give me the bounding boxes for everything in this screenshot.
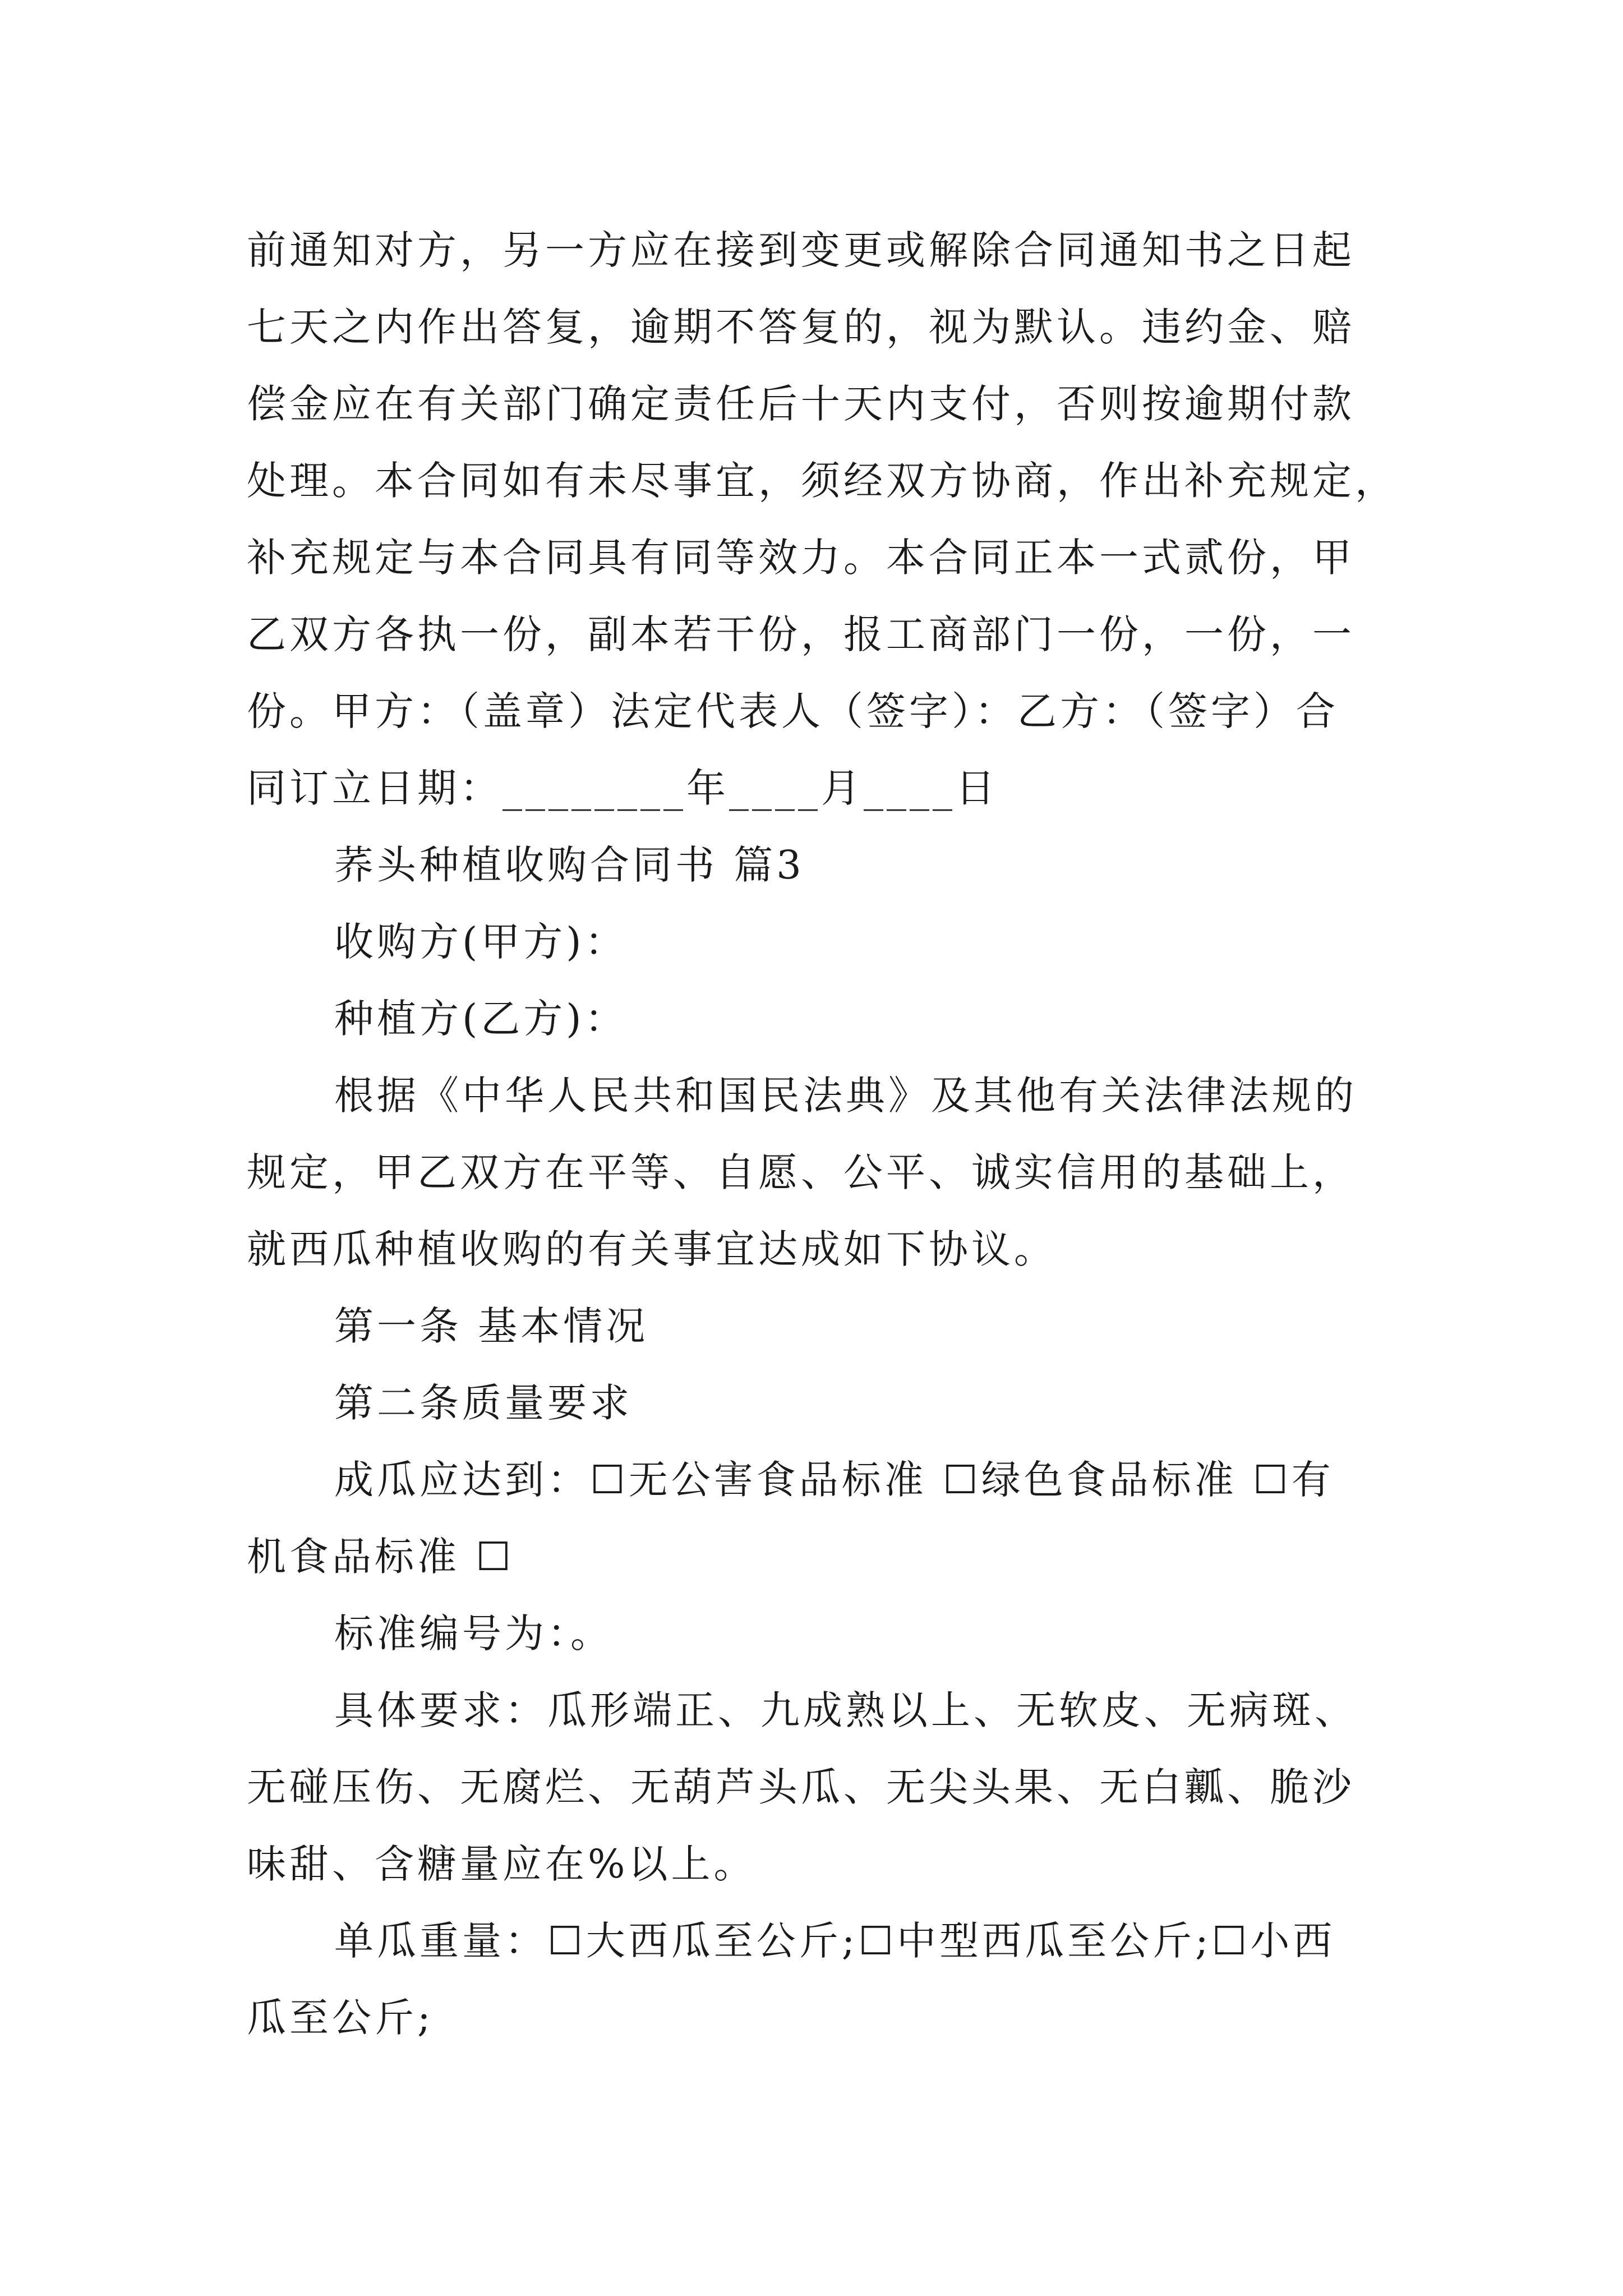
- text-line: 瓜至公斤;: [247, 1995, 434, 2041]
- text-line: 前通知对方，另一方应在接到变更或解除合同通知书之日起: [247, 227, 1355, 273]
- document-body: [247, 212, 1398, 2056]
- text-line: 标准编号为：。: [334, 1611, 613, 1657]
- text-line: 份。甲方：（盖章）法定代表人（签字）：乙方：（签字）合: [247, 688, 1339, 734]
- text-line: 规定，甲乙双方在平等、自愿、公平、诚实信用的基础上，: [247, 1149, 1355, 1195]
- text-line: 成瓜应达到：☐无公害食品标准 ☐绿色食品标准 ☐有: [334, 1457, 1334, 1503]
- text-line: 同订立日期：________年____月____日: [247, 765, 998, 811]
- text-line: 味甜、含糖量应在%以上。: [247, 1841, 757, 1887]
- text-line: 机食品标准 ☐: [247, 1534, 515, 1580]
- text-line: 单瓜重量：☐大西瓜至公斤;☐中型西瓜至公斤;☐小西: [334, 1918, 1336, 1964]
- text-line: 补充规定与本合同具有同等效力。本合同正本一式贰份，甲: [247, 535, 1355, 581]
- text-line: 七天之内作出答复，逾期不答复的，视为默认。违约金、赔: [247, 304, 1355, 350]
- article-heading: 第一条 基本情况: [334, 1303, 649, 1349]
- text-line: 就西瓜种植收购的有关事宜达成如下协议。: [247, 1226, 1057, 1272]
- text-line: 无碰压伤、无腐烂、无葫芦头瓜、无尖头果、无白瓤、脆沙: [247, 1764, 1355, 1810]
- text-line: 乙双方各执一份，副本若干份，报工商部门一份，一份，一: [247, 611, 1355, 657]
- section-heading: 荞头种植收购合同书 篇3: [334, 842, 805, 888]
- text-line: 偿金应在有关部门确定责任后十天内支付，否则按逾期付款: [247, 381, 1355, 427]
- text-line: 处理。本合同如有未尽事宜，须经双方协商，作出补充规定，: [247, 458, 1398, 504]
- grower-field: 种植方(乙方)：: [334, 996, 628, 1042]
- article-heading: 第二条质量要求: [334, 1380, 633, 1426]
- text-line: 具体要求：瓜形端正、九成熟以上、无软皮、无病斑、: [334, 1687, 1357, 1733]
- text-line: 根据《中华人民共和国民法典》及其他有关法律法规的: [334, 1073, 1357, 1119]
- buyer-field: 收购方(甲方)：: [334, 919, 628, 965]
